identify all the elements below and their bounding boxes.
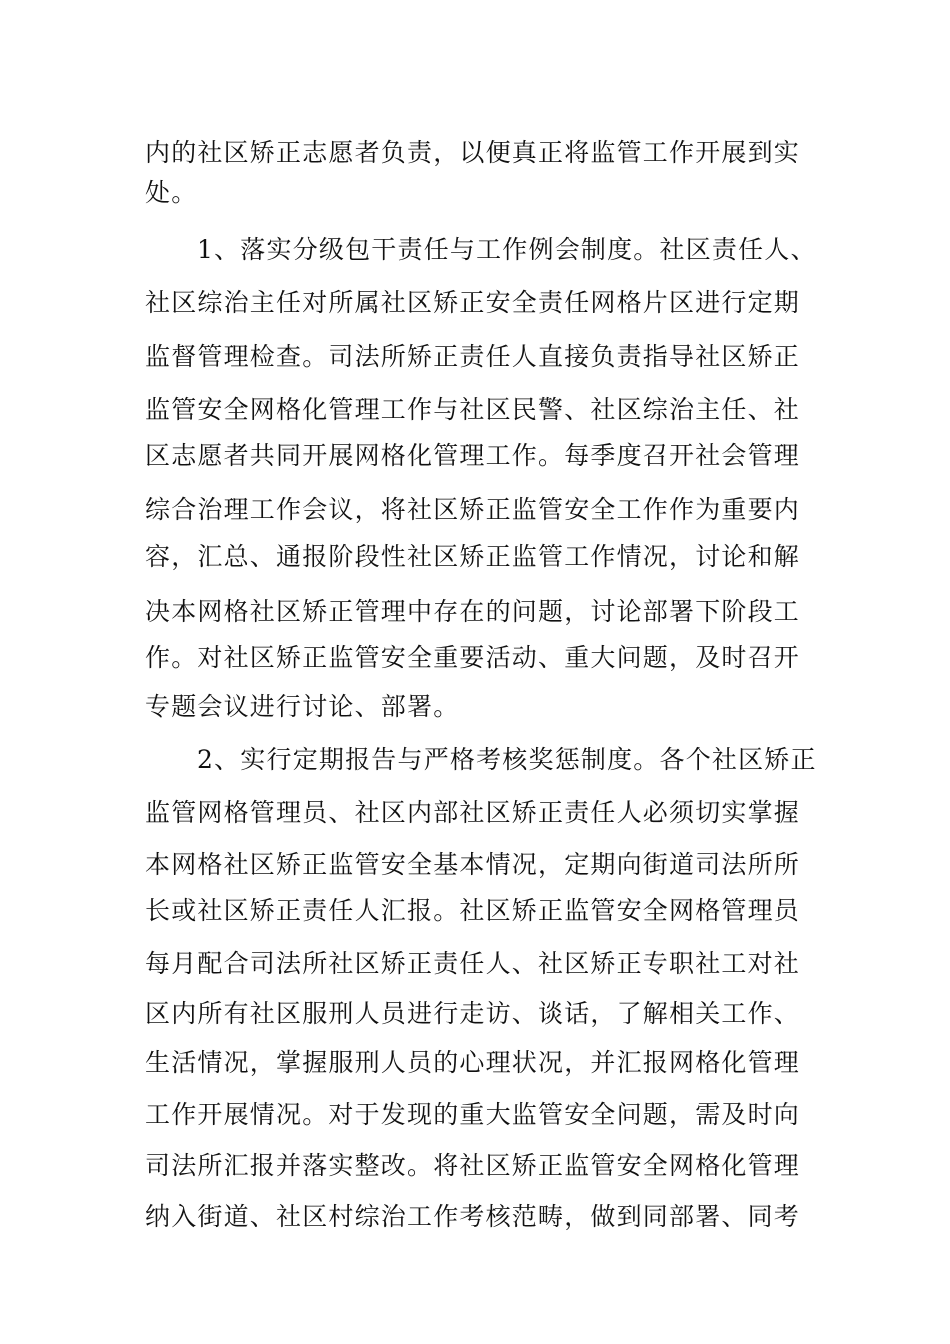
text-line: 作。对社区矫正监管安全重要活动、重大问题，及时召开: [145, 643, 801, 672]
text-line: 工作开展情况。对于发现的重大监管安全问题，需及时向: [145, 1100, 801, 1129]
text-line: 社区综治主任对所属社区矫正安全责任网格片区进行定期: [145, 288, 801, 317]
text-line: 每月配合司法所社区矫正责任人、社区矫正专职社工对社: [145, 949, 801, 978]
text-line: 处。: [145, 178, 198, 207]
text-line: 容，汇总、通报阶段性社区矫正监管工作情况，讨论和解: [145, 542, 801, 571]
text-line: 本网格社区矫正监管安全基本情况，定期向街道司法所所: [145, 850, 801, 879]
text-line: 区志愿者共同开展网格化管理工作。每季度召开社会管理: [145, 441, 801, 470]
text-line: 纳入街道、社区村综治工作考核范畴，做到同部署、同考: [145, 1202, 801, 1231]
text-line: 决本网格社区矫正管理中存在的问题，讨论部署下阶段工: [145, 597, 801, 626]
paragraph-2-first-line: 2、实行定期报告与严格考核奖惩制度。各个社区矫正: [197, 745, 817, 774]
text-line: 生活情况，掌握服刑人员的心理状况，并汇报网格化管理: [145, 1048, 801, 1077]
text-line: 长或社区矫正责任人汇报。社区矫正监管安全网格管理员: [145, 896, 801, 925]
text-line: 监管网格管理员、社区内部社区矫正责任人必须切实掌握: [145, 798, 801, 827]
text-line: 综合治理工作会议，将社区矫正监管安全工作作为重要内: [145, 495, 801, 524]
text-line: 内的社区矫正志愿者负责，以便真正将监管工作开展到实: [145, 138, 801, 167]
text-line: 监督管理检查。司法所矫正责任人直接负责指导社区矫正: [145, 342, 801, 371]
text-line: 司法所汇报并落实整改。将社区矫正监管安全网格化管理: [145, 1151, 801, 1180]
text-line: 专题会议进行讨论、部署。: [145, 692, 460, 721]
text-line: 监管安全网格化管理工作与社区民警、社区综治主任、社: [145, 395, 801, 424]
text-line: 区内所有社区服刑人员进行走访、谈话，了解相关工作、: [145, 999, 801, 1028]
paragraph-1-first-line: 1、落实分级包干责任与工作例会制度。社区责任人、: [197, 235, 817, 264]
